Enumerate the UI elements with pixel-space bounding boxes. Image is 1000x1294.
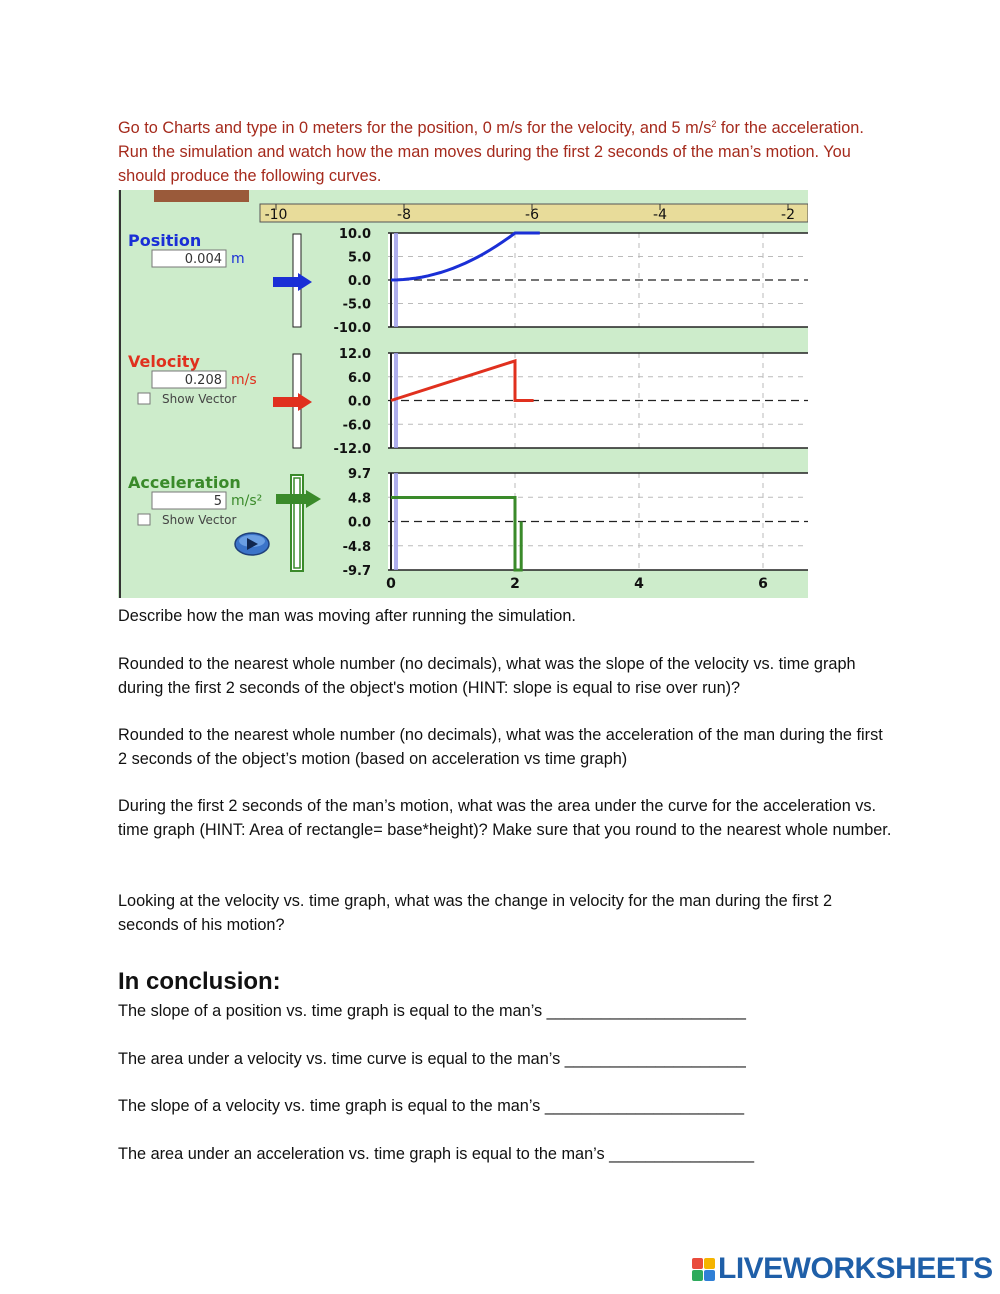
velocity-y-tick-label: 12.0 [338, 347, 371, 362]
acceleration-label: Acceleration [128, 473, 241, 492]
time-tick-label: 6 [758, 576, 768, 592]
velocity-y-tick-label: 0.0 [347, 394, 371, 410]
acceleration-show-vector-label: Show Vector [162, 513, 237, 527]
acceleration-y-tick-label: 0.0 [347, 515, 371, 531]
acceleration-y-tick-label: -4.8 [342, 539, 371, 555]
liveworksheets-logo [692, 1252, 993, 1286]
velocity-show-vector-label: Show Vector [162, 392, 237, 406]
conclusion-heading: In conclusion: [118, 968, 281, 995]
question-5: Looking at the velocity vs. time graph, what was the change in velocity for the man during the first 2 seconds of his motion? [118, 892, 833, 934]
acceleration-value: 5 [213, 494, 222, 509]
position-label: Position [128, 231, 202, 250]
question-3: Rounded to the nearest whole number (no decimals), what was the acceleration of the man during the first 2 seconds of the object’s motion (based on acceleration vs time graph) [118, 726, 883, 768]
velocity-y-tick-label: 6.0 [347, 370, 371, 386]
position-y-tick-label: 5.0 [347, 250, 371, 266]
acceleration-y-tick-label: -9.7 [342, 564, 371, 579]
question-4: During the first 2 seconds of the man’s motion, what was the area under the curve for the acceleration vs. time graph (HINT: Area of rectangle= base*height)? Make sure that you round to the nearest whole number. [118, 797, 892, 839]
position-unit: m [231, 251, 245, 267]
play-button[interactable] [235, 533, 269, 555]
conclusion-line-2[interactable]: The area under a velocity vs. time curve is equal to the man’s ____________________ [118, 1050, 746, 1068]
acceleration-y-tick-label: 9.7 [347, 467, 371, 482]
time-tick-label: 0 [386, 576, 396, 592]
velocity-y-tick-label: -6.0 [342, 418, 371, 434]
velocity-value: 0.208 [184, 373, 222, 388]
ruler-tick-label: -4 [653, 207, 667, 223]
acceleration-y-tick-label: 4.8 [347, 491, 371, 507]
time-tick-label: 2 [510, 576, 520, 592]
velocity-label: Velocity [128, 352, 200, 371]
position-y-tick-label: 0.0 [347, 274, 371, 289]
conclusion-line-4[interactable]: The area under an acceleration vs. time graph is equal to the man’s ________________ [118, 1145, 755, 1163]
position-y-tick-label: -5.0 [342, 297, 371, 313]
question-2: Rounded to the nearest whole number (no decimals), what was the slope of the velocity vs. time graph during the first 2 seconds of the object's motion (HINT: slope is equal to rise over run)? [118, 655, 856, 697]
ruler-tick-label: -8 [397, 207, 411, 223]
ruler-tick-label: -2 [781, 207, 795, 223]
velocity-show-vector-checkbox[interactable] [138, 393, 150, 404]
velocity-unit: m/s [231, 372, 257, 388]
ruler-tick-label: -10 [264, 207, 288, 223]
position-y-tick-label: -10.0 [333, 321, 371, 336]
ruler-tick-label: -6 [525, 207, 539, 223]
acceleration-unit: m/s² [231, 493, 263, 509]
logo-text: LIVEWORKSHEETS [718, 1252, 993, 1285]
instructions-text: Go to Charts and type in 0 meters for the position, 0 m/s for the velocity, and 5 $m/s^2$ for the acceleration. Run the simulation and watch how the man moves during the first 2 seconds of the man’s motion. You should produce the following curves. [118, 119, 864, 185]
position-value: 0.004 [184, 252, 222, 267]
time-tick-label: 4 [634, 576, 644, 592]
position-y-tick-label: 10.0 [338, 227, 371, 242]
conclusion-line-3[interactable]: The slope of a velocity vs. time graph is equal to the man’s ______________________ [118, 1097, 745, 1115]
motion-simulator-chart [118, 190, 808, 598]
acceleration-show-vector-checkbox[interactable] [138, 514, 150, 525]
question-1: Describe how the man was moving after running the simulation. [118, 607, 576, 625]
logo-blocks-icon [692, 1258, 715, 1281]
conclusion-line-1[interactable]: The slope of a position vs. time graph is equal to the man’s ______________________ [118, 1002, 746, 1020]
velocity-y-tick-label: -12.0 [333, 442, 371, 457]
